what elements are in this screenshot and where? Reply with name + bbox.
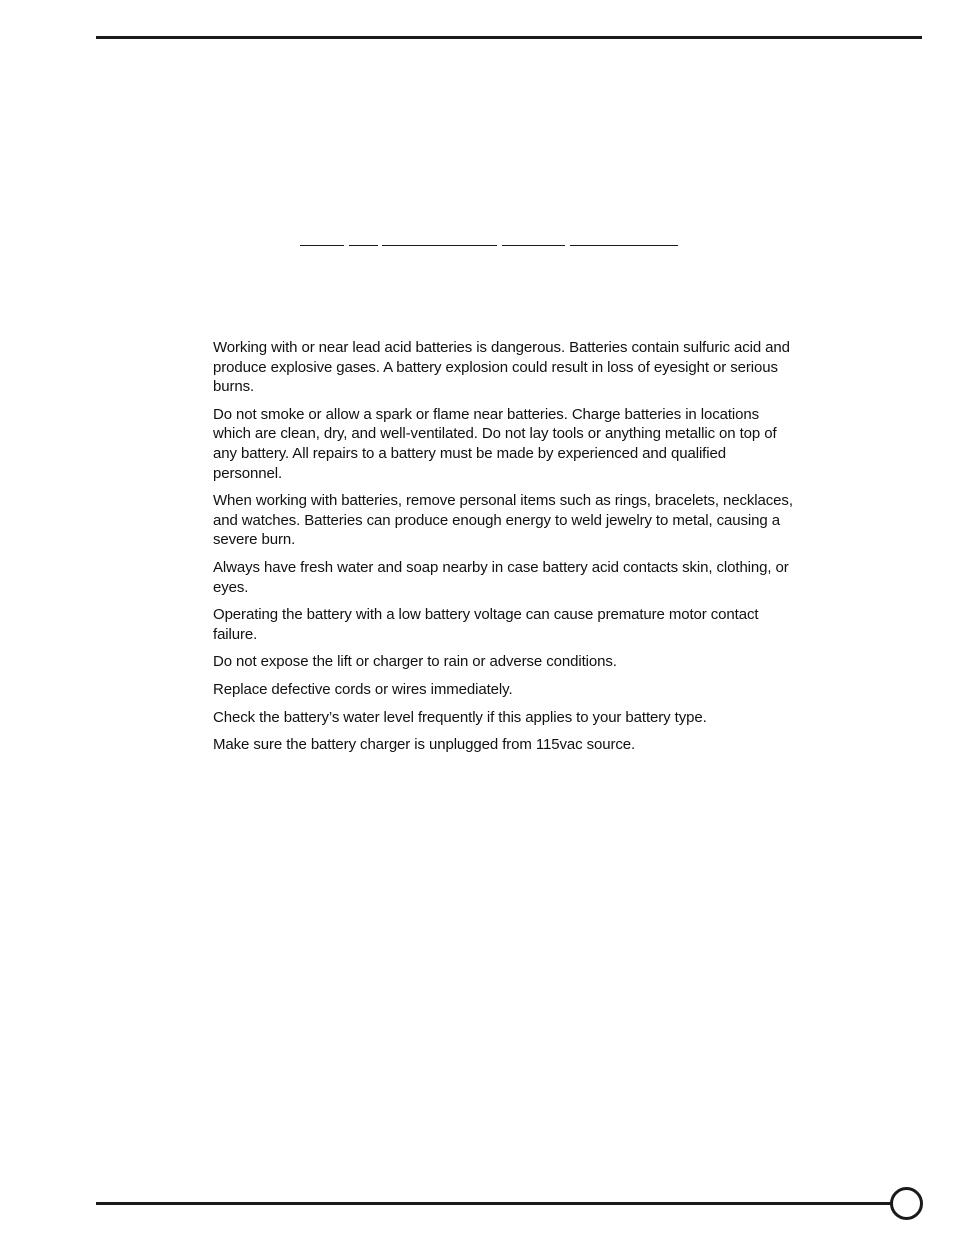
page-number-circle: [890, 1187, 923, 1220]
paragraph: Always have fresh water and soap nearby in case battery acid contacts skin, clothing, or eyes.: [213, 558, 789, 596]
heading-blank: [349, 245, 378, 246]
paragraph: Make sure the battery charger is unplugged from 115vac source.: [213, 736, 636, 754]
paragraph: Do not smoke or allow a spark or flame near batteries. Charge batteries in locations which are clean, dry, and well-ventilated. Do not lay tools or anything metallic on top of any battery. All repairs to a battery must be made by experienced and qualified personnel.: [213, 405, 777, 482]
header-rule: [96, 36, 922, 39]
footer-rule: [96, 1202, 892, 1205]
heading-blank: [570, 245, 678, 246]
heading-underline: [300, 245, 680, 247]
paragraph: Do not expose the lift or charger to rain or adverse conditions.: [213, 653, 617, 671]
paragraph: Check the battery’s water level frequently if this applies to your battery type.: [213, 708, 707, 726]
safety-instructions: [213, 338, 793, 763]
paragraph: When working with batteries, remove personal items such as rings, bracelets, necklaces, and watches. Batteries can produce enough energy to weld jewelry to metal, causing a severe burn.: [213, 492, 793, 549]
paragraph: Replace defective cords or wires immediately.: [213, 680, 513, 698]
heading-blank: [382, 245, 497, 246]
paragraph: Operating the battery with a low battery voltage can cause premature motor contact failure.: [213, 606, 759, 643]
heading-blank: [502, 245, 565, 246]
heading-blank: [300, 245, 344, 246]
paragraph: Working with or near lead acid batteries is dangerous. Batteries contain sulfuric acid and produce explosive gases. A battery explosion could result in loss of eyesight or serious burns.: [213, 339, 790, 396]
